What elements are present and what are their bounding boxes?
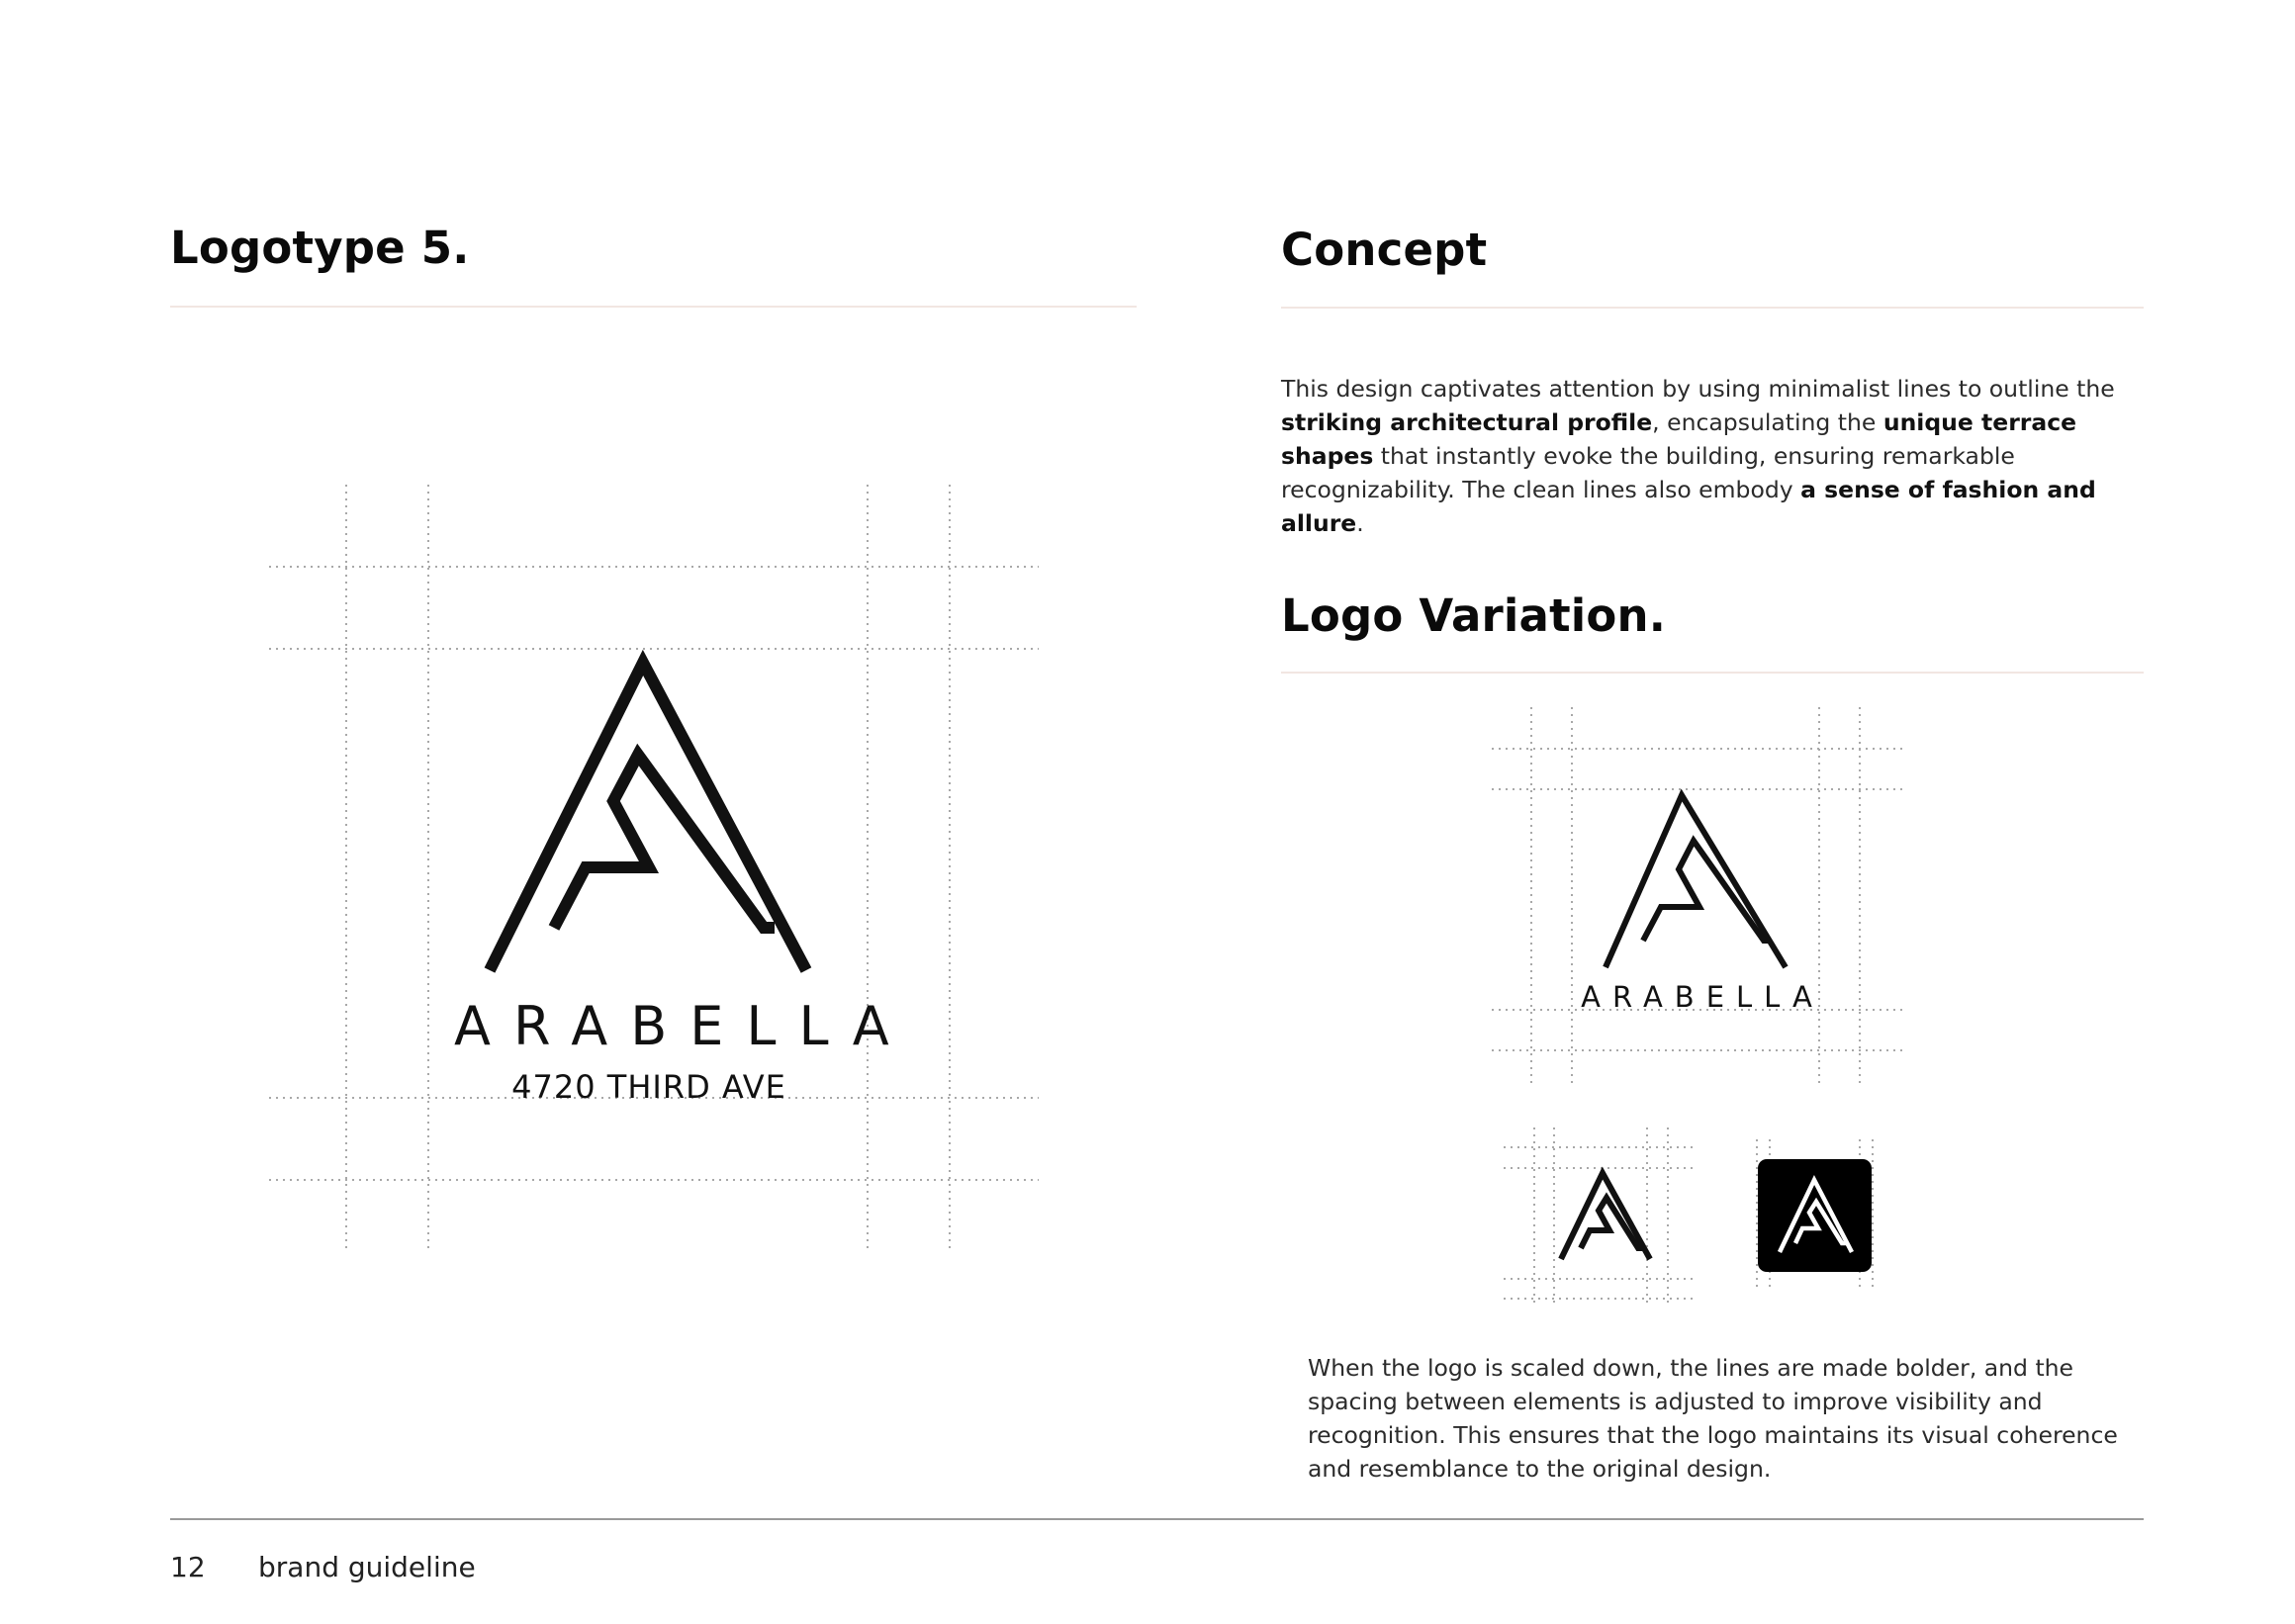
- concept-text-7: .: [1356, 509, 1364, 537]
- variation-description: When the logo is scaled down, the lines are made bolder, and the spacing between elements is adjusted to improve visibility and recognition. This ensures that the logo maintains its visual coherence and resemblance to the original design.: [1308, 1354, 2118, 1483]
- concept-text-4: unique terrace shapes: [1281, 408, 2077, 470]
- page-number: 12: [170, 1551, 206, 1583]
- concept-text-5: that instantly evoke the building, ensuring remarkable recognizability. The clean lines also embody: [1281, 442, 2015, 503]
- logo-wordmark-large: ARABELLA: [454, 995, 912, 1057]
- logo-variation-heading: Logo Variation.: [1281, 589, 1667, 642]
- logo-address: 4720 THIRD AVE: [511, 1068, 786, 1106]
- concept-text-6: a sense of fashion and allure: [1281, 476, 2096, 537]
- footer-rule: [170, 1518, 2144, 1520]
- concept-text-1: This design captivates attention by using minimalist lines to outline the: [1281, 375, 2115, 403]
- concept-text-3: , encapsulating the: [1652, 408, 1883, 436]
- concept-heading: Concept: [1281, 224, 1488, 276]
- footer-section-label: brand guideline: [258, 1551, 476, 1583]
- logotype-heading: Logotype 5.: [170, 222, 470, 274]
- logo-wordmark-medium: ARABELLA: [1581, 980, 1824, 1014]
- concept-text-2: striking architectural profile: [1281, 408, 1653, 436]
